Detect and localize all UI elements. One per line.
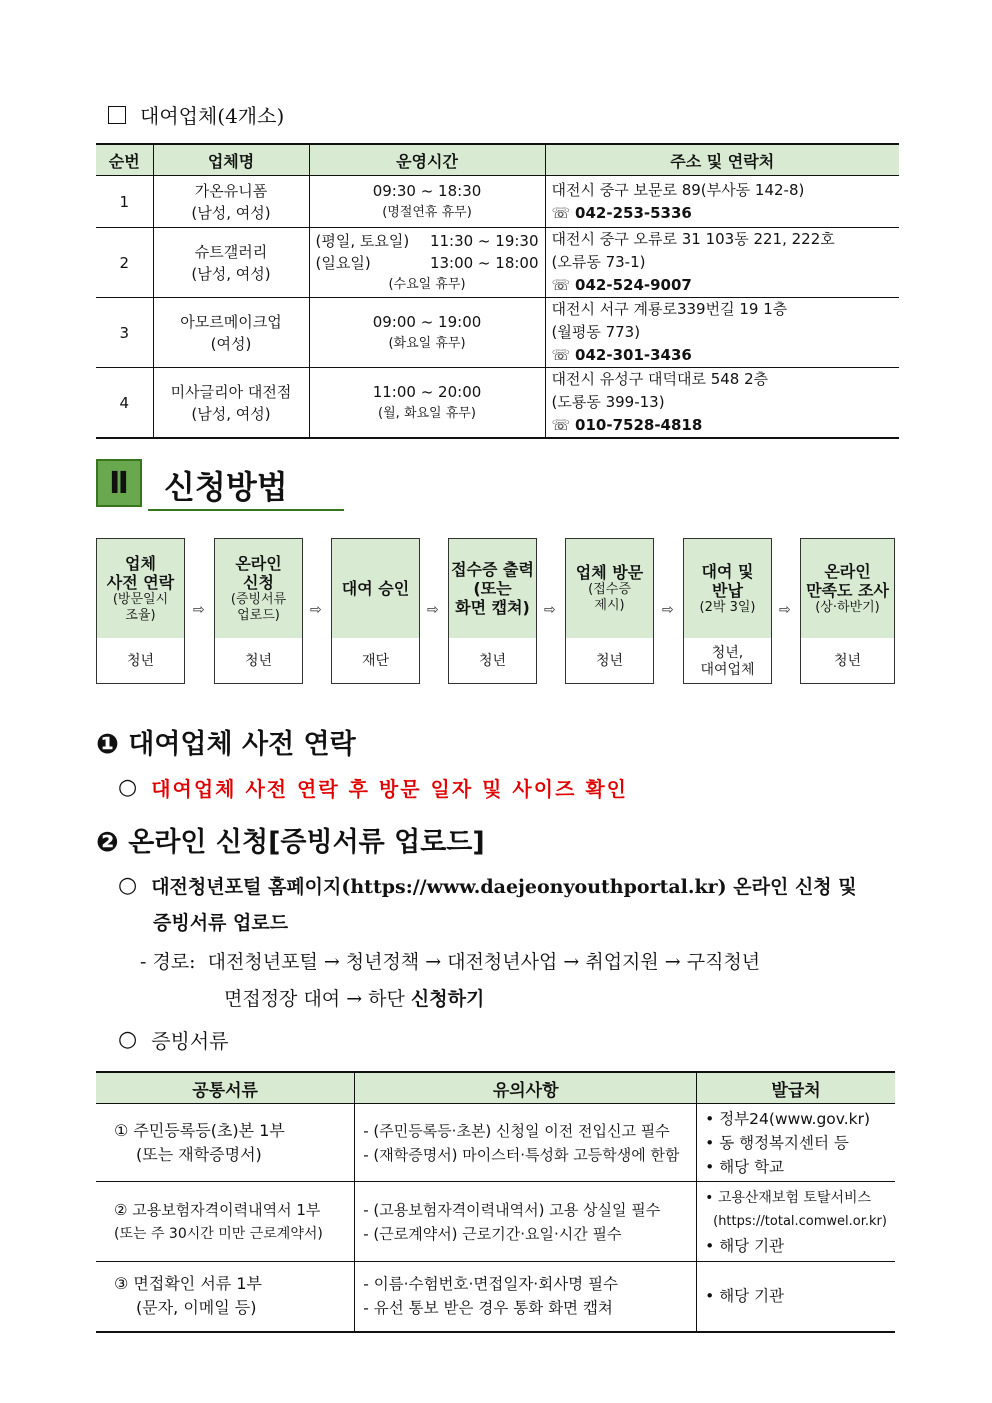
note-cell: [355, 1182, 697, 1262]
header-cell: 순번: [96, 144, 153, 176]
table-row: [96, 298, 899, 368]
issuer-cell: [697, 1182, 895, 1262]
hours-cell: [309, 228, 545, 298]
address-cell: [545, 368, 899, 439]
vendor-name-cell: [153, 228, 309, 298]
circle-bullet-icon: ○: [118, 1027, 138, 1052]
flow-arrow-icon: ⇨: [427, 602, 439, 618]
flow-step-note: (상·하반기): [815, 599, 880, 615]
holiday-note: (명절연휴 휴무): [382, 204, 472, 220]
holiday-note: (월, 화요일 휴무): [378, 405, 476, 421]
row-number: 4: [96, 368, 153, 439]
flow-step-actor: 청년: [97, 638, 184, 684]
title-underline: [148, 509, 344, 511]
address-cell: [545, 228, 899, 298]
flow-arrow-icon: ⇨: [193, 602, 205, 618]
flow-step-actor: 청년, 대여업체: [684, 638, 771, 684]
flow-step-actor: 청년: [449, 638, 536, 684]
phone-icon: ☏: [551, 203, 571, 222]
note-line: - (근로계약서) 근로기간·요일·시간 필수: [363, 1224, 622, 1243]
document-cell: [96, 1182, 355, 1262]
table-row: [96, 1104, 895, 1182]
header-cell: 공통서류: [96, 1072, 355, 1104]
vendor-name: 가온유니폼: [194, 181, 268, 200]
note-line: - 유선 통보 받은 경우 통화 화면 캡쳐: [363, 1299, 613, 1318]
vendor-name-cell: [153, 176, 309, 228]
vendor-table: [96, 143, 899, 439]
flow-step: [96, 538, 185, 684]
hours-text: 11:30 ~ 19:30: [429, 231, 539, 250]
vendor-name: 슈트갤러리: [194, 242, 268, 261]
issuer-item: • 해당 기관: [705, 1287, 785, 1306]
hours-text: 09:00 ~ 19:00: [372, 312, 482, 331]
flow-arrow-icon: ⇨: [544, 602, 556, 618]
vendor-name-cell: [153, 298, 309, 368]
header-cell: 유의사항: [355, 1072, 697, 1104]
flow-step-title: 대여 승인: [332, 539, 419, 638]
document-cell: [96, 1104, 355, 1182]
flow-step-title: 업체 방문 (접수증 제시): [566, 539, 653, 638]
flow-step-actor: 청년: [801, 638, 894, 684]
vendor-name: 미사글리아 대전점: [170, 382, 292, 401]
hours-cell: [309, 176, 545, 228]
issuer-url: (https://total.comwel.or.kr): [713, 1213, 887, 1229]
route-line: [140, 947, 760, 974]
section-header: [108, 100, 284, 129]
header-cell: 주소 및 연락처: [545, 144, 899, 176]
address-line: 대전시 중구 오류로 31 103동 221, 222호: [551, 230, 835, 248]
hours-cell: [309, 298, 545, 368]
flow-step-actor: 청년: [566, 638, 653, 684]
circle-bullet-icon: ○: [118, 775, 138, 800]
table-row: [96, 368, 899, 439]
flow-step: [331, 538, 420, 684]
row-number: 1: [96, 176, 153, 228]
vendor-gender: (남성, 여성): [191, 264, 271, 283]
step2-text: 대전청년포털 홈페이지(https://www.daejeonyouthportal.kr) 온라인 신청 및: [151, 876, 857, 898]
docs-label-line: [118, 1025, 228, 1054]
apply-link-text: 신청하기: [410, 988, 485, 1010]
table-row: [96, 1182, 895, 1262]
holiday-note: (화요일 휴무): [388, 335, 466, 351]
flow-step: [214, 538, 303, 684]
address-line: (월평동 773): [551, 323, 641, 341]
flow-arrow-icon: ⇨: [662, 602, 674, 618]
vendor-gender: (여성): [210, 334, 252, 353]
flow-step-actor: 청년: [215, 638, 302, 684]
section-numeral: Ⅱ: [96, 459, 142, 507]
hours-text: 11:00 ~ 20:00: [372, 382, 482, 401]
flow-step-title: 접수증 출력 (또는 화면 캡쳐): [449, 539, 536, 638]
route-path: 대전청년포털 → 청년정책 → 대전청년사업 → 취업지원 → 구직청년: [207, 951, 761, 973]
flow-arrow-icon: ⇨: [779, 602, 791, 618]
table-row: [96, 228, 899, 298]
note-line: - (고용보험자격이력내역서) 고용 상실일 필수: [363, 1200, 661, 1219]
flow-step-note: (방문일시 조율): [112, 591, 169, 623]
phone-number: 010-7528-4818: [575, 416, 703, 434]
document-alt: (또는 주 30시간 미만 근로계약서): [114, 1225, 323, 1242]
flow-step: [565, 538, 654, 684]
phone-number: 042-301-3436: [575, 346, 692, 364]
table-row: [96, 1262, 895, 1332]
documents-table: [96, 1071, 895, 1333]
row-number: 2: [96, 228, 153, 298]
step2-text-cont: 증빙서류 업로드: [153, 912, 289, 934]
hours-text: 13:00 ~ 18:00: [429, 253, 539, 272]
section-title: 신청방법: [164, 468, 288, 506]
address-cell: [545, 176, 899, 228]
phone-number: 042-524-9007: [575, 276, 692, 294]
vendor-name: 아모르메이크업: [180, 312, 282, 331]
route-path: 면접정장 대여 → 하단: [224, 988, 411, 1010]
flow-step-title: 온라인 만족도 조사 (상·하반기): [801, 539, 894, 638]
step1-text: 대여업체 사전 연락 후 방문 일자 및 사이즈 확인: [151, 777, 628, 801]
step2-bullet-line: [118, 872, 857, 899]
note-line: - 이름·수험번호·면접일자·회사명 필수: [363, 1275, 619, 1294]
table-header-row: [96, 1072, 895, 1104]
issuer-item: • 동 행정복지센터 등: [705, 1133, 849, 1152]
phone-icon: ☏: [551, 276, 571, 294]
holiday-note: (수요일 휴무): [388, 276, 466, 292]
flow-step-note: (2박 3일): [699, 599, 756, 615]
flow-step: [683, 538, 772, 684]
docs-label: 증빙서류: [151, 1029, 229, 1053]
issuer-cell: [697, 1262, 895, 1332]
header-cell: 업체명: [153, 144, 309, 176]
note-cell: [355, 1262, 697, 1332]
vendor-name-cell: [153, 368, 309, 439]
flow-step-title: 업체 사전 연락 (방문일시 조율): [97, 539, 184, 638]
document-name: ① 주민등록등(초)본 1부: [114, 1120, 285, 1140]
route-line-2: [224, 984, 484, 1011]
issuer-item: • 해당 기관: [705, 1236, 785, 1255]
address-cell: [545, 298, 899, 368]
issuer-cell: [697, 1104, 895, 1182]
circle-bullet-icon: ○: [118, 873, 138, 898]
flow-step-actor: 재단: [332, 638, 419, 684]
route-prefix: - 경로:: [140, 951, 196, 973]
address-line: 대전시 중구 보문로 89(부사동 142-8): [551, 180, 805, 199]
flow-step-title: 대여 및 반납 (2박 3일): [684, 539, 771, 638]
address-line: (오류동 73-1): [551, 253, 646, 271]
hours-label: (일요일): [315, 253, 371, 272]
section-title: 대여업체(4개소): [140, 104, 285, 128]
document-name: ③ 면접확인 서류 1부: [114, 1274, 262, 1294]
vendor-gender: (남성, 여성): [191, 404, 271, 423]
hours-label: (평일, 토요일): [315, 231, 410, 250]
address-line: 대전시 서구 계룡로339번길 19 1층: [551, 300, 788, 318]
flow-step: [448, 538, 537, 684]
hours-text: 09:30 ~ 18:30: [372, 181, 482, 200]
document-alt: (문자, 이메일 등): [136, 1298, 257, 1318]
issuer-item: • 해당 학교: [705, 1157, 785, 1176]
phone-number: 042-253-5336: [575, 203, 692, 222]
document-cell: [96, 1262, 355, 1332]
row-number: 3: [96, 298, 153, 368]
address-line: (도룡동 399-13): [551, 393, 665, 411]
step1-bullet-line: [118, 773, 628, 802]
note-line: - (재학증명서) 마이스터·특성화 고등학생에 한함: [363, 1145, 680, 1164]
flow-step-title: 온라인 신청 (증빙서류 업로드): [215, 539, 302, 638]
table-row: [96, 176, 899, 228]
checkbox-square-icon: [108, 106, 126, 124]
flow-step-note: (접수증 제시): [588, 582, 631, 613]
flow-step-note: (증빙서류 업로드): [230, 591, 287, 623]
document-alt: (또는 재학증명서): [136, 1144, 262, 1164]
note-cell: [355, 1104, 697, 1182]
issuer-item: • 정부24(www.gov.kr): [705, 1109, 871, 1128]
header-cell: 운영시간: [309, 144, 545, 176]
flow-step: [800, 538, 895, 684]
note-line: - (주민등록등·초본) 신청일 이전 전입신고 필수: [363, 1121, 670, 1140]
vendor-gender: (남성, 여성): [191, 203, 271, 222]
address-line: 대전시 유성구 대덕대로 548 2층: [551, 370, 769, 388]
hours-cell: [309, 368, 545, 439]
issuer-item: • 고용산재보험 토탈서비스: [705, 1189, 872, 1206]
flow-arrow-icon: ⇨: [310, 602, 322, 618]
step2-heading: ❷ 온라인 신청[증빙서류 업로드]: [96, 827, 485, 858]
phone-icon: ☏: [551, 346, 571, 364]
phone-icon: ☏: [551, 416, 571, 434]
table-header-row: [96, 144, 899, 176]
step1-heading: ❶ 대여업체 사전 연락: [96, 729, 356, 760]
document-name: ② 고용보험자격이력내역서 1부: [114, 1200, 321, 1219]
header-cell: 발급처: [697, 1072, 895, 1104]
